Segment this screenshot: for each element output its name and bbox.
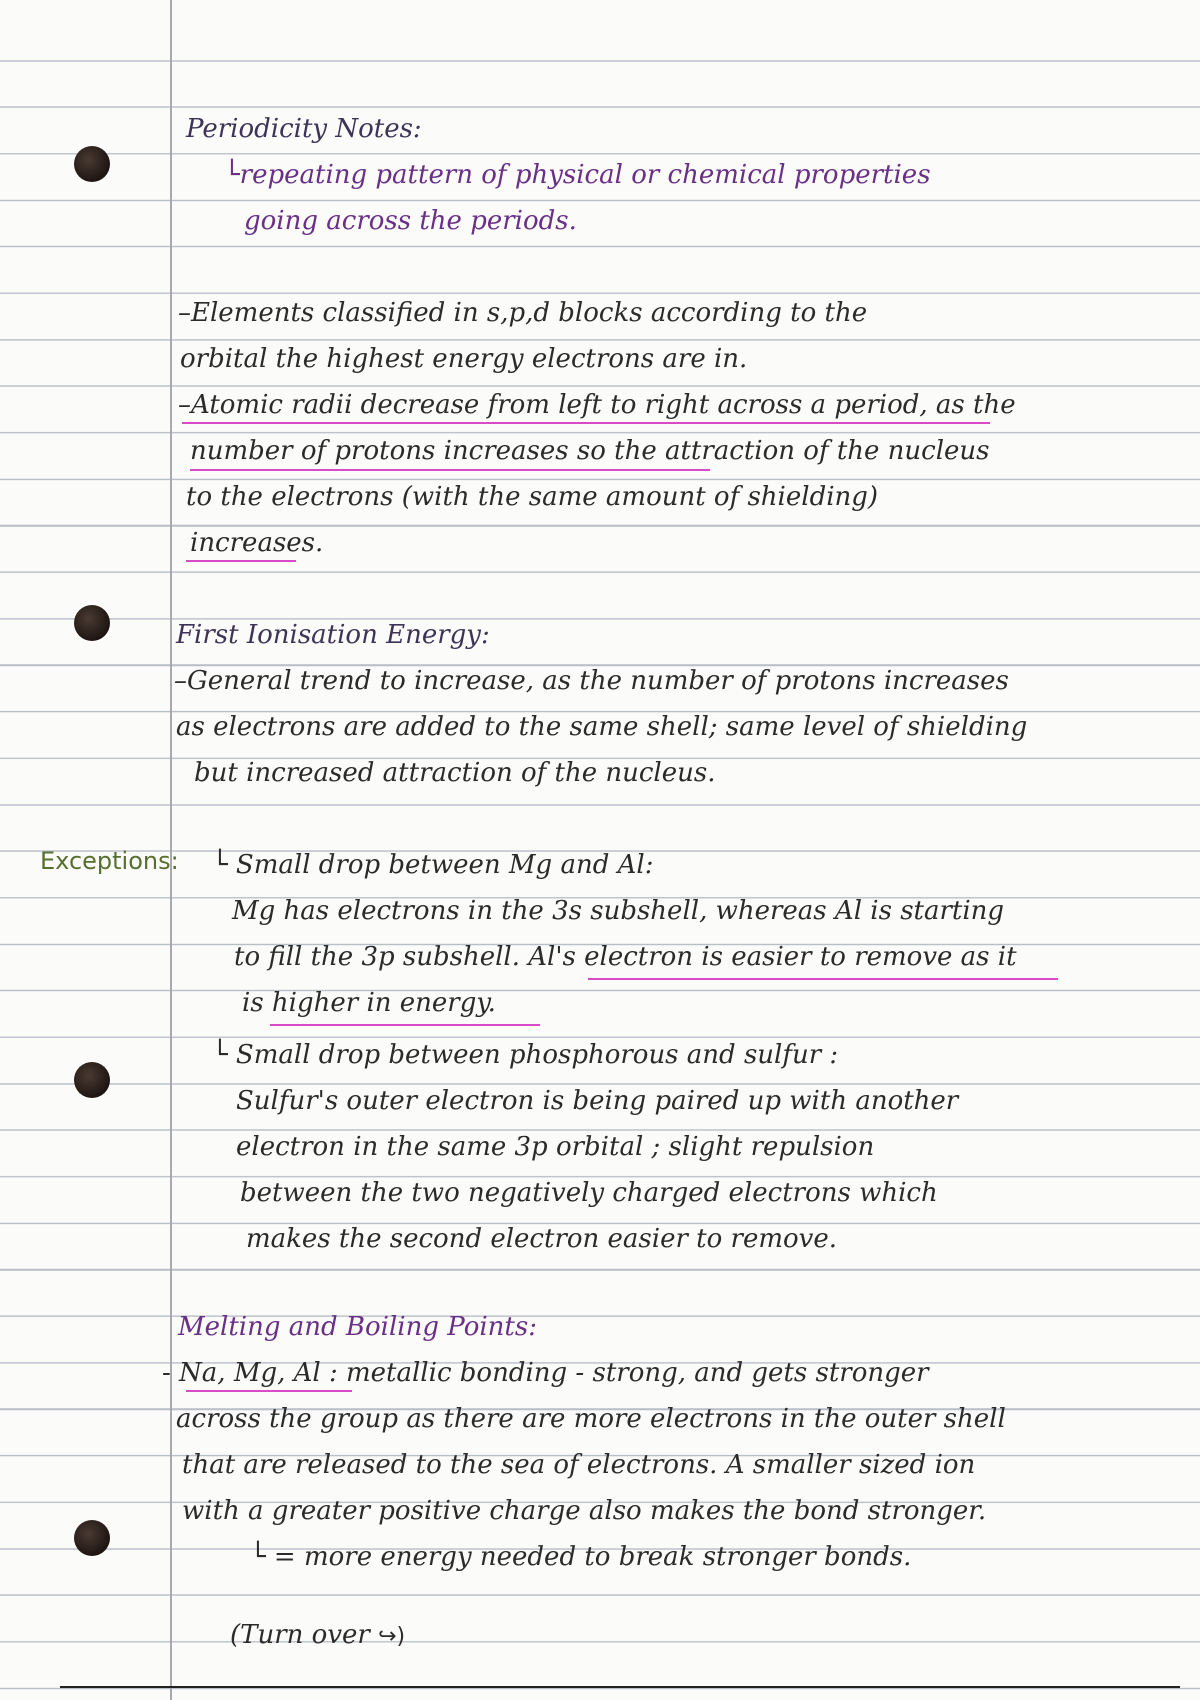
note-line: Sulfur's outer electron is being paired up with another xyxy=(236,1086,959,1116)
note-line: –General trend to increase, as the number of protons increases xyxy=(174,666,1009,696)
note-line: └ Small drop between Mg and Al: xyxy=(212,850,654,880)
note-line: that are released to the sea of electrons. A smaller sized ion xyxy=(182,1450,976,1480)
note-line: is higher in energy. xyxy=(242,988,496,1018)
note-line: but increased attraction of the nucleus. xyxy=(194,758,716,788)
highlight-underline xyxy=(182,422,990,424)
note-line: └ Small drop between phosphorous and sulfur : xyxy=(212,1040,839,1070)
exceptions-label: Exceptions: xyxy=(40,847,179,875)
page-bottom-edge xyxy=(60,1686,1180,1688)
note-line: between the two negatively charged electrons which xyxy=(240,1178,938,1208)
highlight-underline xyxy=(186,560,296,562)
note-line: as electrons are added to the same shell; same level of shielding xyxy=(176,712,1028,742)
curved-arrow-icon: ↪) xyxy=(378,1624,406,1649)
highlight-underline xyxy=(186,1390,352,1392)
punch-hole xyxy=(74,146,110,182)
highlight-underline xyxy=(588,978,1058,980)
note-line: to fill the 3p subshell. Al's electron is easier to remove as it xyxy=(234,942,1017,972)
punch-hole xyxy=(74,1062,110,1098)
definition-line: going across the periods. xyxy=(244,206,577,236)
note-line: electron in the same 3p orbital ; slight repulsion xyxy=(236,1132,875,1162)
punch-hole xyxy=(74,1520,110,1556)
note-line: across the group as there are more electrons in the outer shell xyxy=(176,1404,1006,1434)
turn-over-text: (Turn over xyxy=(230,1620,370,1650)
highlight-underline xyxy=(190,469,710,471)
page-title: Periodicity Notes: xyxy=(186,114,422,144)
note-line: orbital the highest energy electrons are in. xyxy=(180,344,748,374)
turn-over-note xyxy=(230,1620,405,1652)
note-line: number of protons increases so the attraction of the nucleus xyxy=(190,436,990,466)
note-line: Mg has electrons in the 3s subshell, whereas Al is starting xyxy=(232,896,1005,926)
note-line: - Na, Mg, Al : metallic bonding - strong, and gets stronger xyxy=(162,1358,929,1388)
note-line: └ = more energy needed to break stronger bonds. xyxy=(250,1542,912,1572)
note-line: increases. xyxy=(190,528,324,558)
note-line: –Elements classified in s,p,d blocks according to the xyxy=(178,298,868,328)
section-heading-ionisation: First Ionisation Energy: xyxy=(176,620,490,650)
section-heading-melting: Melting and Boiling Points: xyxy=(178,1312,537,1342)
definition-line: └repeating pattern of physical or chemical properties xyxy=(224,160,931,190)
note-line: –Atomic radii decrease from left to right across a period, as the xyxy=(178,390,1016,420)
highlight-underline xyxy=(270,1024,540,1026)
note-line: makes the second electron easier to remove. xyxy=(246,1224,837,1254)
note-line: with a greater positive charge also makes the bond stronger. xyxy=(182,1496,987,1526)
punch-hole xyxy=(74,605,110,641)
note-line: to the electrons (with the same amount of shielding) xyxy=(186,482,879,512)
